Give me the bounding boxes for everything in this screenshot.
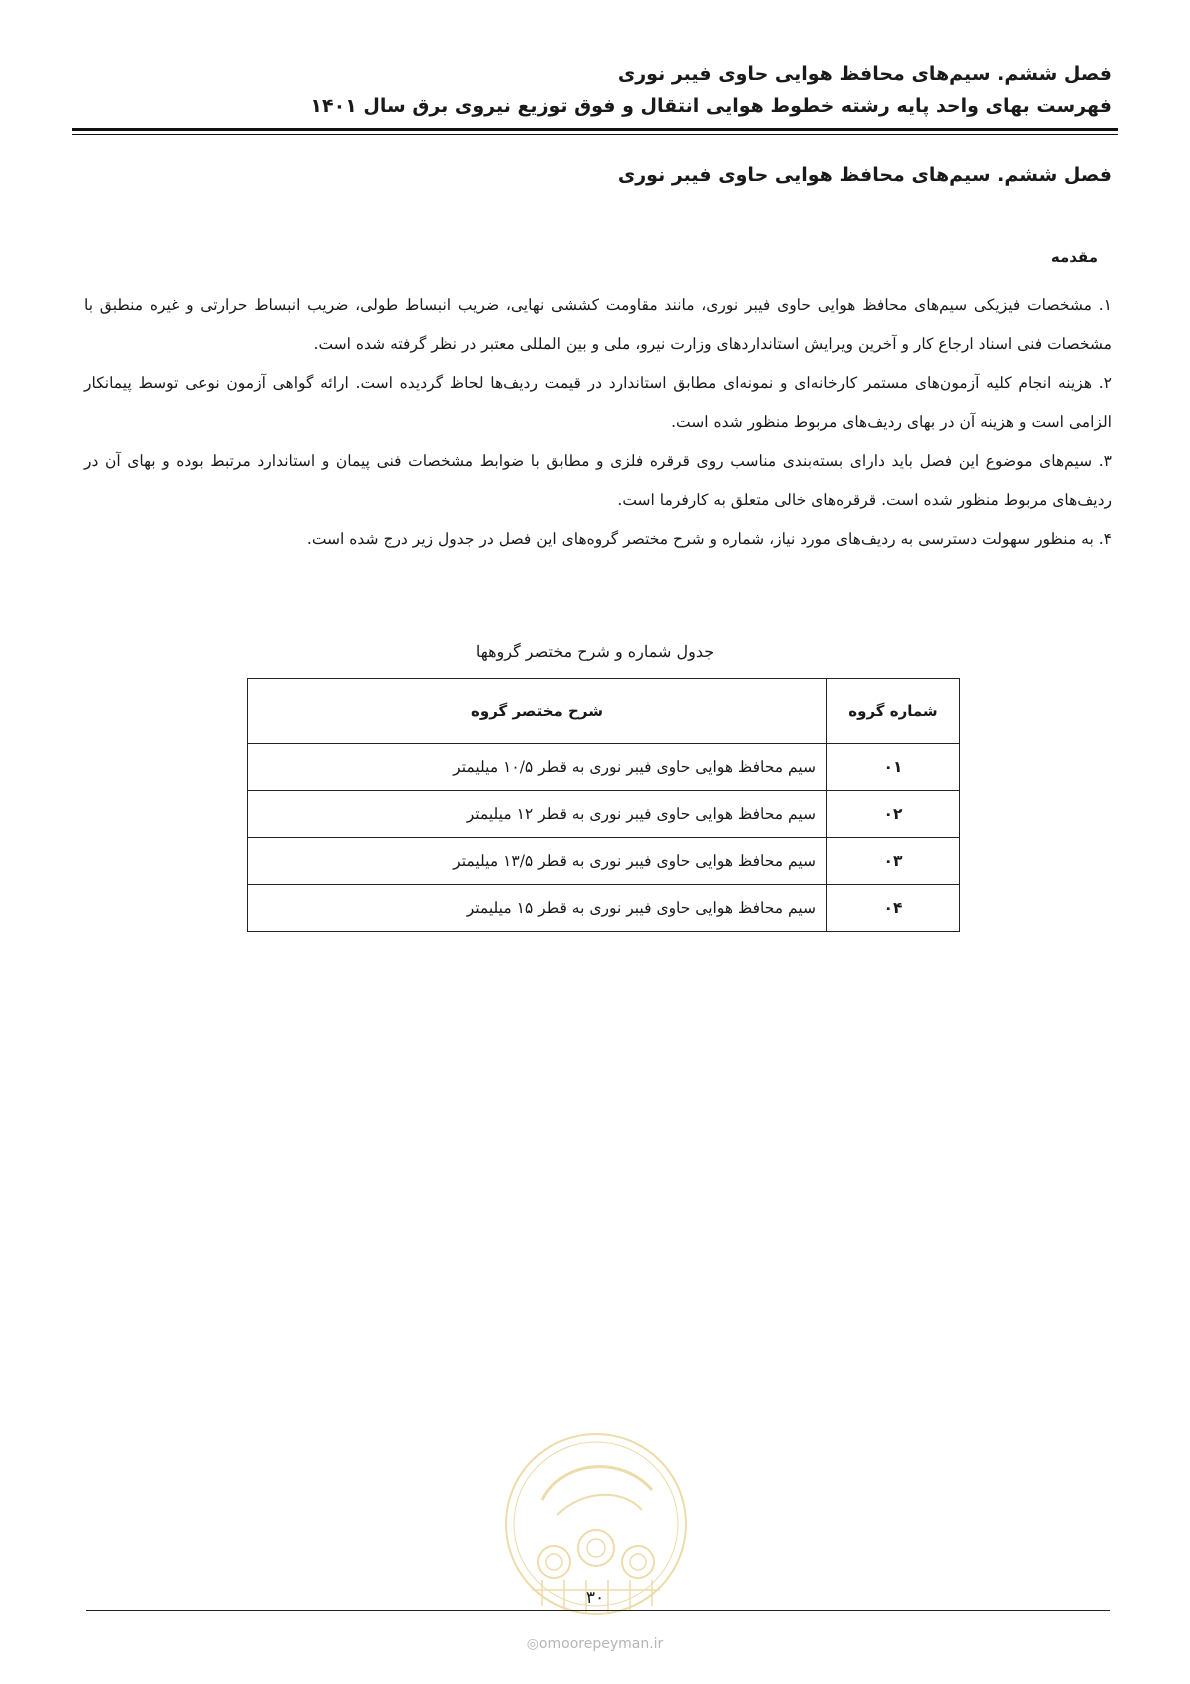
header-rule-thin [72,134,1118,135]
paragraph-2: ۲. هزینه انجام کلیه آزمون‌های مستمر کارخانه‌ای و نمونه‌ای مطابق استاندارد در قیمت ردیف‌ها لحاظ گردیده است. ارائه گواهی آزمون نوعی توسط پیمانکار الزامی است و هزینه آن در بهای ردیف‌های مربوط منظور شده است. [84,374,1112,431]
intro-heading: مقدمه [1050,248,1098,266]
group-description: سیم محافظ هوایی حاوی فیبر نوری به قطر ۱۳/۵ میلیمتر [248,838,827,885]
header-group-description: شرح مختصر گروه [248,679,827,744]
table-row [248,838,960,885]
group-number: ۰۳ [827,838,960,885]
watermark-website: ◎omoorepeyman.ir [526,1636,664,1652]
table-caption: جدول شماره و شرح مختصر گروهها [475,642,715,661]
group-number: ۰۲ [827,791,960,838]
header-rule-thick [72,128,1118,131]
paragraph-4: ۴. به منظور سهولت دسترسی به ردیف‌های مورد نیاز، شماره و شرح مختصر گروه‌های این فصل در جدول زیر درج شده است. [306,530,1112,548]
footer-rule [86,1610,1110,1611]
header-catalog-line: فهرست بهای واحد پایه رشته خطوط هوایی انتقال و فوق توزیع نیروی برق سال ۱۴۰۱ [310,95,1112,117]
group-number: ۰۱ [827,744,960,791]
page-header [72,58,1112,122]
group-number: ۰۴ [827,885,960,932]
paragraph-3: ۳. سیم‌های موضوع این فصل باید دارای بسته‌بندی مناسب روی قرقره فلزی و مطابق با ضوابط مشخصات فنی پیمان و استاندارد مرتبط بوده و بهای آن در ردیف‌های مربوط منظور شده است. قرقره‌های خالی متعلق به کارفرما است. [84,452,1112,509]
group-description: سیم محافظ هوایی حاوی فیبر نوری به قطر ۱۵ میلیمتر [248,885,827,932]
header-group-number: شماره گروه [827,679,960,744]
table-row [248,885,960,932]
intro-paragraphs [84,286,1112,559]
header-chapter-line: فصل ششم. سیم‌های محافظ هوایی حاوی فیبر نوری [617,63,1112,85]
table-header-row [248,679,960,744]
group-description: سیم محافظ هوایی حاوی فیبر نوری به قطر ۱۲ میلیمتر [248,791,827,838]
group-description: سیم محافظ هوایی حاوی فیبر نوری به قطر ۱۰/۵ میلیمتر [248,744,827,791]
chapter-title: فصل ششم. سیم‌های محافظ هوایی حاوی فیبر نوری [617,164,1112,186]
table-row [248,791,960,838]
groups-table [247,678,960,932]
website-text: omoorepeyman.ir [538,1636,664,1652]
table-row [248,744,960,791]
paragraph-1: ۱. مشخصات فیزیکی سیم‌های محافظ هوایی حاوی فیبر نوری، مانند مقاومت کششی نهایی، ضریب انبساط طولی، ضریب انبساط حرارتی و غیره منطبق با مشخصات فنی اسناد ارجاع کار و آخرین ویرایش استانداردهای وزارت نیرو، ملی و بین المللی معتبر در نظر گرفته شده است. [84,296,1112,353]
page-number: ۳۰ [585,1588,605,1608]
